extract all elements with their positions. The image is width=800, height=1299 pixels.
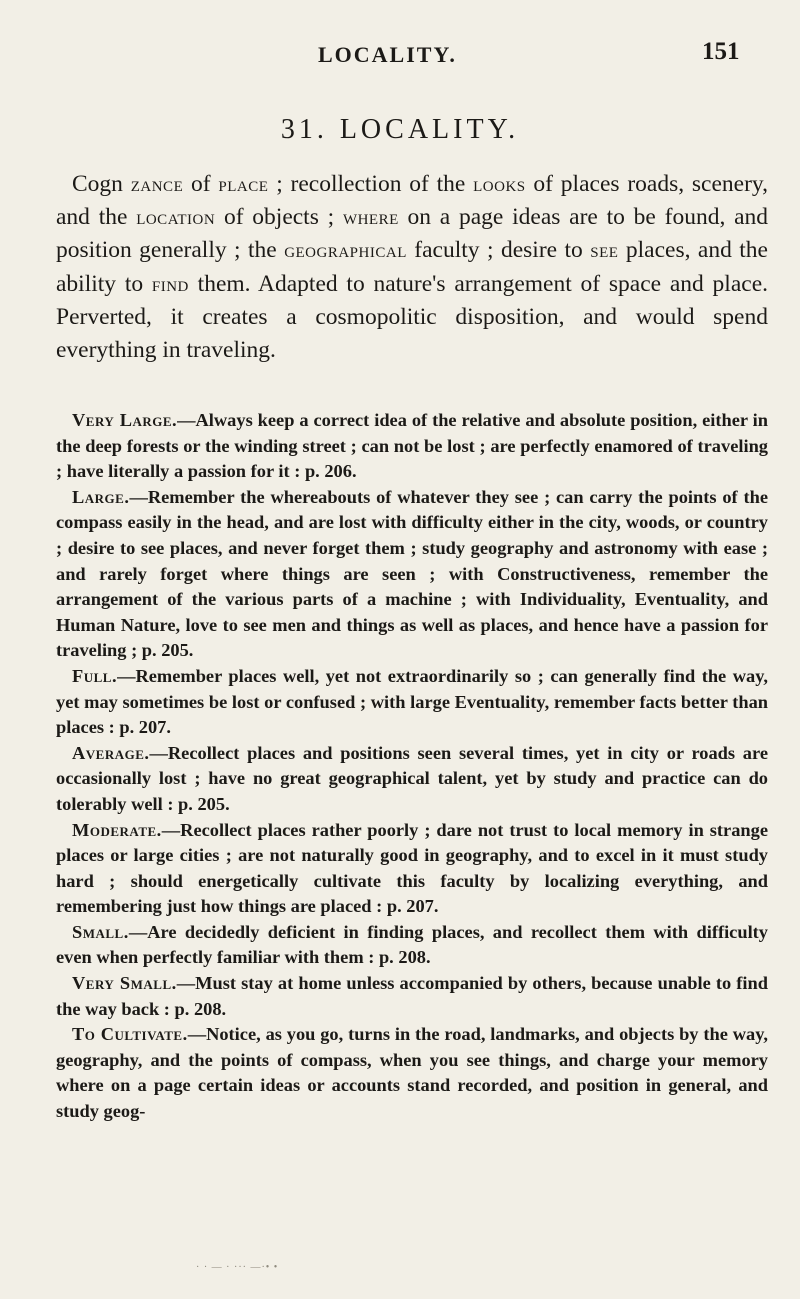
entry-term: Moderate. (72, 819, 162, 840)
entry-text: —Always keep a correct idea of the relative and absolute position, either in the deep forests or the winding street ; can not be lost ; are perfectly enamored of traveling ; have literally a passion for it : p. 206. (56, 410, 768, 482)
footer-mark: · · — · ··· —·• • (196, 1262, 279, 1273)
entry-to-cultivate (56, 1022, 768, 1124)
entry-full (56, 664, 768, 741)
entry-text: —Remember the whereabouts of whatever they see ; can carry the points of the compass easily in the head, and are lost with difficulty either in the city, woods, or country ; desire to see places, and never forget them ; study geography and astronomy with ease ; and rarely forget where things are seen ; with Constructiveness, remember the arrangement of the various parts of a machine ; with Individuality, Eventuality, and Human Nature, love to see men and things as well as places, and hence have a passion for traveling ; p. 205. (56, 486, 768, 661)
entry-term: Average. (72, 742, 150, 763)
entry-text: —Recollect places rather poorly ; dare not trust to local memory in strange places or large cities ; are not naturally good in geography, and to excel in it must study hard ; should energetically cultivate this faculty by localizing everything, and remembering just how things are placed : p. 207. (56, 819, 768, 917)
entry-very-small (56, 971, 768, 1022)
entry-text: —Must stay at home unless accompanied by others, because unable to find the way back : p. 208. (56, 973, 769, 1019)
entry-text: —Notice, as you go, turns in the road, landmarks, and objects by the way, geography, and the points of compass, when you see things, and charge your memory where on a page certain ideas or accounts stand recorded, and position in general, and study geog- (56, 1024, 768, 1122)
entry-term: Large. (72, 486, 130, 507)
entry-text: —Remember places well, yet not extraordinarily so ; can generally find the way, yet may sometimes be lost or confused ; with large Eventuality, remember facts better than places : p. 207. (56, 665, 768, 738)
entry-text: —Recollect places and positions seen several times, yet in city or roads are occasionally lost ; have no great geographical talent, yet by study and practice can do tolerably well : p. 205. (56, 742, 768, 814)
entry-large (56, 485, 768, 664)
entry-term: Very Large. (72, 410, 178, 430)
entry-very-large (56, 408, 768, 485)
entry-text: —Are decidedly deficient in finding places, and recollect them with difficulty even when perfectly familiar with them : p. 208. (56, 921, 768, 968)
entry-term: To Cultivate. (72, 1024, 188, 1045)
entry-small (56, 920, 768, 971)
entry-term: Full. (72, 665, 118, 686)
degree-entries (56, 408, 768, 1125)
entry-moderate (56, 818, 768, 920)
entry-term: Very Small. (72, 973, 177, 994)
running-head: LOCALITY. (318, 42, 457, 67)
entry-term: Small. (72, 921, 129, 942)
page-number: 151 (702, 38, 740, 65)
entry-average (56, 741, 768, 818)
chapter-number: 31. (280, 114, 328, 145)
chapter-name: LOCALITY. (339, 114, 520, 145)
chapter-title (0, 114, 800, 146)
intro-paragraph: Cogn zance of place ; recollection of the looks of places roads, scenery, and the location of objects ; where on a page ideas are to be found, and position generally ; the geographical faculty ; desire to see places, and the ability to find them. Adapted to nature's arrangement of space and place. Perverted, it creates a cosmopolitic disposition, and would spend everything in traveling. (56, 171, 769, 364)
